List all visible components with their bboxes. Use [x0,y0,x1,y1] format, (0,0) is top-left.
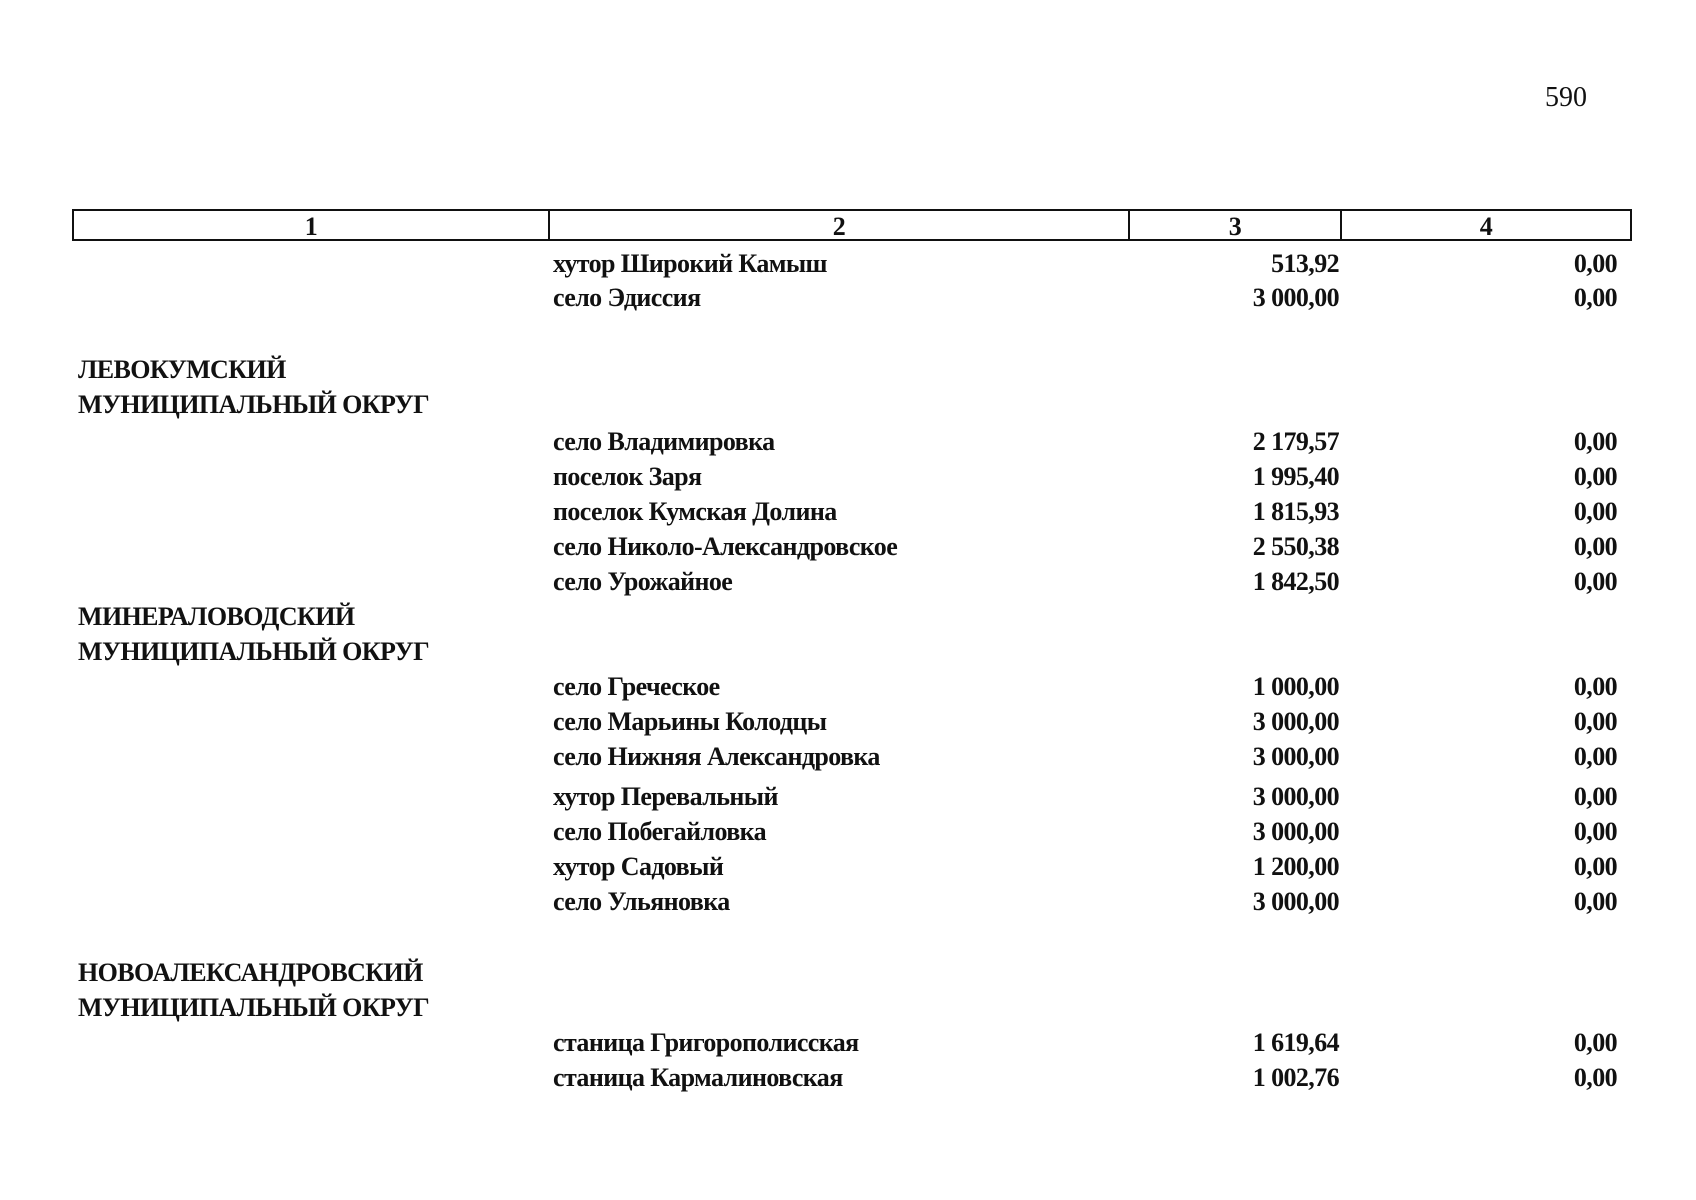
value-col-3: 1 815,93 [1252,497,1339,526]
table-row [0,495,1696,529]
value-col-4: 0,00 [1573,852,1617,881]
table-row [0,247,1696,281]
district-heading [78,955,429,1025]
value-col-4: 0,00 [1573,887,1617,916]
value-col-4: 0,00 [1573,1028,1617,1057]
settlement-name: станица Кармалиновская [553,1063,843,1092]
settlement-name: хутор Широкий Камыш [553,249,827,278]
table-row [0,281,1696,315]
value-col-4: 0,00 [1573,497,1617,526]
settlement-name: хутор Садовый [553,852,724,881]
column-header-row [72,209,1632,241]
value-col-4: 0,00 [1573,567,1617,596]
district-type: МУНИЦИПАЛЬНЫЙ ОКРУГ [78,637,430,666]
value-col-3: 1 200,00 [1252,852,1339,881]
table-row [0,740,1696,774]
value-col-3: 2 179,57 [1252,427,1339,456]
settlement-name: село Ульяновка [553,887,730,916]
settlement-name: хутор Перевальный [553,782,778,811]
settlement-name: поселок Заря [553,462,702,491]
value-col-3: 1 002,76 [1252,1063,1339,1092]
table-row [0,1026,1696,1060]
table-row [0,425,1696,459]
value-col-3: 513,92 [1271,249,1339,278]
column-header-3: 3 [1130,211,1342,239]
table-row [0,565,1696,599]
value-col-4: 0,00 [1573,1063,1617,1092]
value-col-3: 3 000,00 [1252,782,1339,811]
value-col-4: 0,00 [1573,249,1617,278]
value-col-3: 1 842,50 [1252,567,1339,596]
column-header-2: 2 [550,211,1130,239]
district-name: ЛЕВОКУМСКИЙ [78,355,286,384]
table-row [0,530,1696,564]
value-col-3: 3 000,00 [1252,283,1339,312]
value-col-4: 0,00 [1573,742,1617,771]
settlement-name: село Урожайное [553,567,733,596]
value-col-3: 3 000,00 [1252,707,1339,736]
value-col-3: 3 000,00 [1252,887,1339,916]
table-row [0,780,1696,814]
district-heading [78,599,429,669]
table-row [0,670,1696,704]
settlement-name: село Николо-Александровское [553,532,898,561]
district-name: МИНЕРАЛОВОДСКИЙ [78,602,355,631]
value-col-4: 0,00 [1573,672,1617,701]
table-row [0,1061,1696,1095]
settlement-name: село Владимировка [553,427,775,456]
district-type: МУНИЦИПАЛЬНЫЙ ОКРУГ [78,390,430,419]
district-name: НОВОАЛЕКСАНДРОВСКИЙ [78,958,423,987]
value-col-3: 3 000,00 [1252,817,1339,846]
settlement-name: село Марьины Колодцы [553,707,827,736]
value-col-4: 0,00 [1573,283,1617,312]
value-col-3: 1 000,00 [1252,672,1339,701]
column-header-4: 4 [1479,212,1493,241]
settlement-name: село Нижняя Александровка [553,742,880,771]
table-row [0,705,1696,739]
table-row [0,885,1696,919]
settlement-name: село Эдиссия [553,283,701,312]
settlement-name: поселок Кумская Долина [553,497,837,526]
value-col-4: 0,00 [1573,532,1617,561]
district-type: МУНИЦИПАЛЬНЫЙ ОКРУГ [78,993,430,1022]
value-col-4: 0,00 [1573,817,1617,846]
value-col-4: 0,00 [1573,707,1617,736]
column-header-1: 1 [74,211,550,239]
table-row [0,460,1696,494]
value-col-4: 0,00 [1573,462,1617,491]
value-col-4: 0,00 [1573,782,1617,811]
district-heading [78,352,429,422]
page-number: 590 [1545,82,1587,113]
value-col-3: 2 550,38 [1252,532,1339,561]
value-col-4: 0,00 [1573,427,1617,456]
settlement-name: село Греческое [553,672,720,701]
value-col-3: 1 619,64 [1252,1028,1339,1057]
value-col-3: 3 000,00 [1252,742,1339,771]
value-col-3: 1 995,40 [1252,462,1339,491]
settlement-name: станица Григорополисская [553,1028,859,1057]
table-row [0,850,1696,884]
settlement-name: село Побегайловка [553,817,767,846]
table-row [0,815,1696,849]
